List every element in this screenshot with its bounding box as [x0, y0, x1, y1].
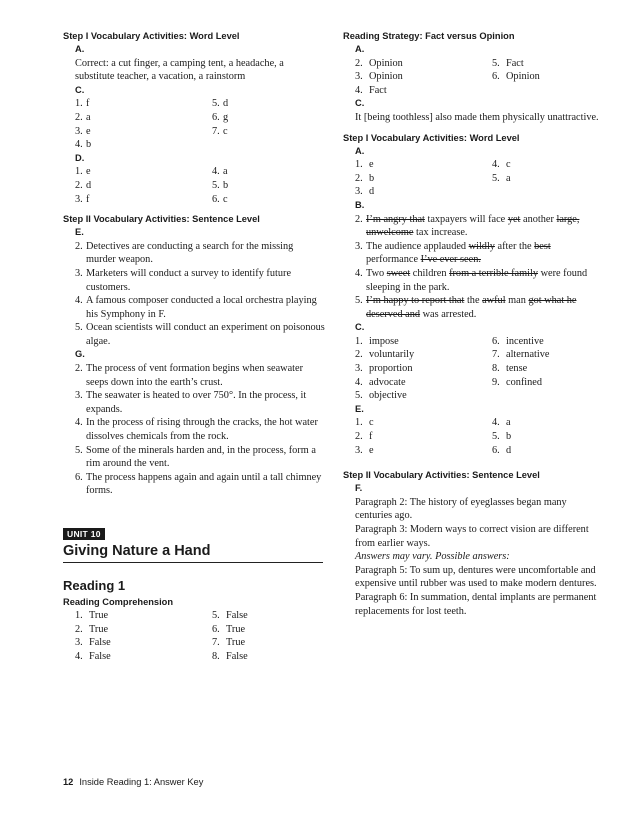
kept-text: after the	[494, 240, 535, 252]
page-number: 12	[63, 777, 74, 787]
item-number: 4.	[212, 166, 220, 178]
answer-value: d	[369, 186, 375, 198]
item-number: 1.	[355, 159, 363, 171]
item-number: 8.	[492, 363, 500, 375]
answer-grid	[75, 97, 325, 151]
answer-value: d	[506, 444, 512, 456]
answer-value: b	[369, 172, 375, 184]
answers-note: Answers may vary. Possible answers:	[355, 551, 510, 563]
answer-value: voluntarily	[369, 349, 415, 361]
kept-text: was arrested.	[420, 308, 477, 320]
item-number: 5.	[75, 322, 83, 334]
item-number: 4.	[492, 417, 500, 429]
item-number: 4.	[75, 139, 83, 151]
answer-row	[355, 376, 603, 390]
answer-value: False	[89, 650, 111, 662]
answer-value: f	[369, 431, 373, 443]
answer-row	[355, 335, 603, 349]
item-number: 4.	[75, 295, 83, 307]
answer-grid	[75, 609, 325, 663]
exercise-label: C.	[75, 84, 85, 95]
section-heading: Reading Strategy: Fact versus Opinion	[343, 31, 515, 41]
kept-text: the	[464, 295, 483, 307]
right-column	[343, 29, 603, 618]
item-number: 7.	[212, 637, 220, 649]
item-number: 4.	[75, 650, 83, 662]
kept-text: another	[520, 213, 557, 225]
paragraph-answer: Paragraph 3: Modern ways to correct vision are different from earlier ways.	[355, 524, 589, 549]
answer-row	[355, 57, 603, 71]
answer-value: b	[86, 139, 92, 151]
struck-text: I’m happy to report that	[366, 295, 465, 307]
answer-sentence: Detectives are conducting a search for the missing murder weapon.	[86, 240, 294, 266]
struck-text: I’ve ever seen.	[420, 254, 481, 266]
list-item	[75, 362, 325, 389]
answer-value: Fact	[506, 57, 524, 69]
exercise-label: G.	[75, 349, 85, 360]
answer-value: a	[506, 417, 511, 429]
answer-sentence: Marketers will conduct a survey to identify future customers.	[86, 267, 292, 293]
kept-text: taxpayers will face	[424, 213, 508, 225]
answer-value: True	[226, 637, 246, 649]
exercise-label: A.	[355, 145, 365, 156]
answer-value: True	[89, 610, 109, 621]
section-heading: Step II Vocabulary Activities: Sentence Level	[63, 214, 260, 225]
answer-row	[75, 111, 325, 125]
item-number: 2.	[355, 57, 363, 69]
item-number: 3.	[355, 444, 363, 456]
answer-value: alternative	[506, 349, 550, 361]
item-number: 1.	[355, 417, 363, 429]
answer-value: c	[506, 159, 511, 171]
answer-row	[355, 185, 603, 199]
section-heading: Step I Vocabulary Activities: Word Level	[343, 132, 520, 143]
answer-value: Opinion	[369, 57, 403, 69]
answer-value: g	[223, 111, 229, 123]
item-number: 6.	[492, 335, 500, 347]
kept-text: were found sleeping in the park.	[366, 267, 588, 293]
answer-value: d	[223, 98, 229, 110]
exercise-label: D.	[75, 152, 85, 163]
answer-text: It [being toothless] also made them physically unattractive.	[355, 111, 599, 123]
struck-text: wildly	[468, 240, 495, 252]
answer-value: c	[223, 125, 228, 137]
answer-value: Fact	[369, 84, 387, 96]
exercise-label: E.	[355, 403, 364, 414]
list-item	[75, 444, 325, 471]
reading-title: Reading 1	[63, 578, 126, 593]
item-number: 6.	[212, 623, 220, 635]
answer-value: False	[226, 610, 248, 621]
answer-row	[355, 430, 603, 444]
list-item	[355, 213, 603, 240]
exercise-label: C.	[355, 322, 365, 333]
item-number: 6.	[492, 444, 500, 456]
answer-value: a	[223, 166, 228, 178]
struck-text: large, unwelcome	[366, 213, 580, 239]
exercise-label: F.	[355, 483, 363, 494]
answer-sentence: Some of the minerals harden and, in the process, form a rim around the vent.	[86, 444, 316, 470]
kept-text: performance	[366, 254, 421, 266]
unit-badge: UNIT 10	[63, 528, 105, 540]
item-number: 7.	[212, 125, 220, 137]
answer-value: e	[369, 159, 374, 171]
kept-text: children	[410, 267, 450, 279]
list-item	[75, 389, 325, 416]
section-heading: Step I Vocabulary Activities: Word Level	[63, 31, 240, 41]
item-number: 1.	[355, 335, 363, 347]
item-number: 2.	[75, 240, 83, 252]
answer-sentence: The seawater is heated to over 750°. In the process, it expands.	[86, 390, 307, 415]
paragraph-answer: Paragraph 2: The history of eyeglasses began many centuries ago.	[355, 496, 567, 522]
item-number: 5.	[492, 172, 500, 184]
answer-row	[75, 179, 325, 193]
item-number: 5.	[492, 431, 500, 443]
list-item	[355, 267, 603, 294]
item-number: 1.	[75, 98, 83, 110]
answer-grid	[75, 165, 325, 206]
answer-sentence: The process happens again and again until a tall chimney forms.	[86, 471, 322, 497]
answer-value: b	[223, 179, 229, 191]
item-number: 5.	[212, 610, 220, 621]
list-item	[75, 294, 325, 321]
exercise-label: A.	[355, 44, 365, 54]
answer-row	[75, 138, 325, 152]
edited-sentence	[366, 213, 603, 240]
answer-value: e	[369, 444, 374, 456]
item-number: 4.	[355, 376, 363, 388]
item-number: 3.	[355, 186, 363, 198]
item-number: 7.	[492, 349, 500, 361]
answer-row	[355, 70, 603, 84]
item-number: 3.	[355, 240, 363, 252]
item-number: 2.	[75, 179, 83, 191]
list-item	[75, 267, 325, 294]
struck-text: yet	[507, 213, 521, 225]
answer-value: proportion	[369, 363, 413, 375]
exercise-label: B.	[355, 199, 365, 210]
item-number: 3.	[75, 193, 83, 205]
answer-row	[355, 362, 603, 376]
unit-title: Giving Nature a Hand	[63, 542, 323, 563]
answer-value: confined	[506, 376, 543, 388]
item-number: 5.	[355, 390, 363, 402]
answer-row	[355, 416, 603, 430]
book-title: Inside Reading 1: Answer Key	[79, 777, 204, 787]
item-number: 5.	[75, 444, 83, 456]
answer-sentence: In the process of rising through the cracks, the hot water dissolves chemicals from the rock.	[86, 417, 318, 443]
item-number: 2.	[355, 349, 363, 361]
item-number: 6.	[212, 193, 220, 205]
item-number: 8.	[212, 650, 220, 662]
exercise-label: C.	[355, 98, 365, 109]
paragraph-answer: Paragraph 5: To sum up, dentures were uncomfortable and expensive until rubber was used to make modern dentures.	[355, 564, 597, 590]
item-number: 2.	[75, 623, 83, 635]
answer-row	[355, 172, 603, 186]
answer-sentence: A famous composer conducted a local orchestra playing his Symphony in F.	[86, 295, 317, 320]
struck-text: I’m angry that	[366, 213, 425, 225]
answer-sentence: The process of vent formation begins when seawater seeps down into the earth’s crust.	[86, 363, 304, 388]
item-number: 3.	[75, 637, 83, 649]
answer-value: f	[86, 193, 90, 205]
item-number: 4.	[492, 159, 500, 171]
item-number: 9.	[492, 376, 500, 388]
item-number: 1.	[75, 610, 83, 621]
list-item	[355, 294, 603, 321]
answer-value: e	[86, 166, 91, 178]
kept-text: man	[505, 295, 529, 307]
answer-value: c	[223, 193, 228, 205]
item-number: 2.	[355, 213, 363, 225]
list-item	[75, 416, 325, 443]
item-number: 5.	[212, 98, 220, 110]
answer-row	[355, 389, 603, 403]
left-column	[63, 29, 325, 663]
item-number: 2.	[75, 363, 83, 375]
answer-value: c	[369, 417, 374, 429]
struck-text: awful	[482, 295, 506, 307]
answer-value: Opinion	[369, 71, 403, 83]
struck-text: best	[534, 240, 551, 252]
answer-value: objective	[369, 390, 407, 402]
answer-row	[355, 348, 603, 362]
struck-text: from a terrible family	[449, 267, 538, 279]
list-item	[75, 471, 325, 498]
answer-value: False	[89, 637, 111, 649]
answer-value: f	[86, 98, 90, 110]
answer-value: tense	[506, 363, 528, 375]
answer-value: a	[86, 111, 91, 123]
edited-sentence	[366, 267, 603, 294]
exercise-label: E.	[75, 227, 84, 238]
answer-sentence: Ocean scientists will conduct an experiment on poisonous algae.	[86, 322, 325, 347]
answer-row	[75, 165, 325, 179]
item-number: 2.	[75, 111, 83, 123]
paragraph-answer: Paragraph 6: In summation, dental implants are permanent replacements for lost teeth.	[355, 591, 597, 617]
item-number: 3.	[355, 71, 363, 83]
item-number: 5.	[212, 179, 220, 191]
answer-row	[75, 650, 325, 664]
answer-value: advocate	[369, 376, 406, 388]
item-number: 3.	[75, 267, 83, 279]
answer-text: Correct: a cut finger, a camping tent, a headache, a substitute teacher, a vacation, a rainstorm	[75, 57, 284, 83]
item-number: 4.	[75, 417, 83, 429]
answer-row	[75, 97, 325, 111]
answer-value: e	[86, 125, 91, 137]
struck-text: sweet	[386, 267, 411, 279]
item-number: 4.	[355, 84, 363, 96]
answer-value: impose	[369, 335, 399, 347]
answer-value: d	[86, 179, 92, 191]
answer-row	[355, 84, 603, 98]
answer-row	[75, 193, 325, 207]
answer-value: a	[506, 172, 511, 184]
answer-grid	[355, 335, 603, 403]
list-item	[355, 240, 603, 267]
edited-sentence	[366, 240, 603, 267]
item-number: 2.	[355, 172, 363, 184]
item-number: 6.	[75, 471, 83, 483]
kept-text: Two	[366, 267, 387, 279]
edited-sentence	[366, 294, 603, 321]
section-heading: Step II Vocabulary Activities: Sentence Level	[343, 470, 540, 481]
list-item	[75, 240, 325, 267]
item-number: 2.	[355, 431, 363, 443]
answer-row	[75, 125, 325, 139]
section-heading: Reading Comprehension	[63, 597, 174, 607]
kept-text: tax increase.	[413, 227, 468, 239]
item-number: 3.	[75, 125, 83, 137]
answer-row	[75, 609, 325, 623]
item-number: 1.	[75, 166, 83, 178]
answer-grid	[355, 57, 603, 98]
item-number: 3.	[75, 390, 83, 402]
list-item	[75, 321, 325, 348]
item-number: 5.	[355, 295, 363, 307]
answer-value: incentive	[506, 335, 544, 347]
item-number: 6.	[492, 71, 500, 83]
answer-row	[355, 158, 603, 172]
page-footer	[63, 777, 203, 787]
answer-value: True	[226, 623, 246, 635]
answer-value: b	[506, 431, 512, 443]
item-number: 5.	[492, 57, 500, 69]
answer-row	[75, 636, 325, 650]
answer-row	[75, 623, 325, 637]
answer-row	[355, 444, 603, 458]
answer-value: True	[89, 623, 109, 635]
kept-text: The audience applauded	[366, 240, 469, 252]
item-number: 6.	[212, 111, 220, 123]
answer-value: Opinion	[506, 71, 540, 83]
item-number: 3.	[355, 363, 363, 375]
item-number: 4.	[355, 267, 363, 279]
exercise-label: A.	[75, 44, 85, 54]
answer-grid	[355, 416, 603, 457]
answer-grid	[355, 158, 603, 199]
answer-value: False	[226, 650, 248, 662]
struck-text: got what he deserved and	[366, 295, 577, 320]
